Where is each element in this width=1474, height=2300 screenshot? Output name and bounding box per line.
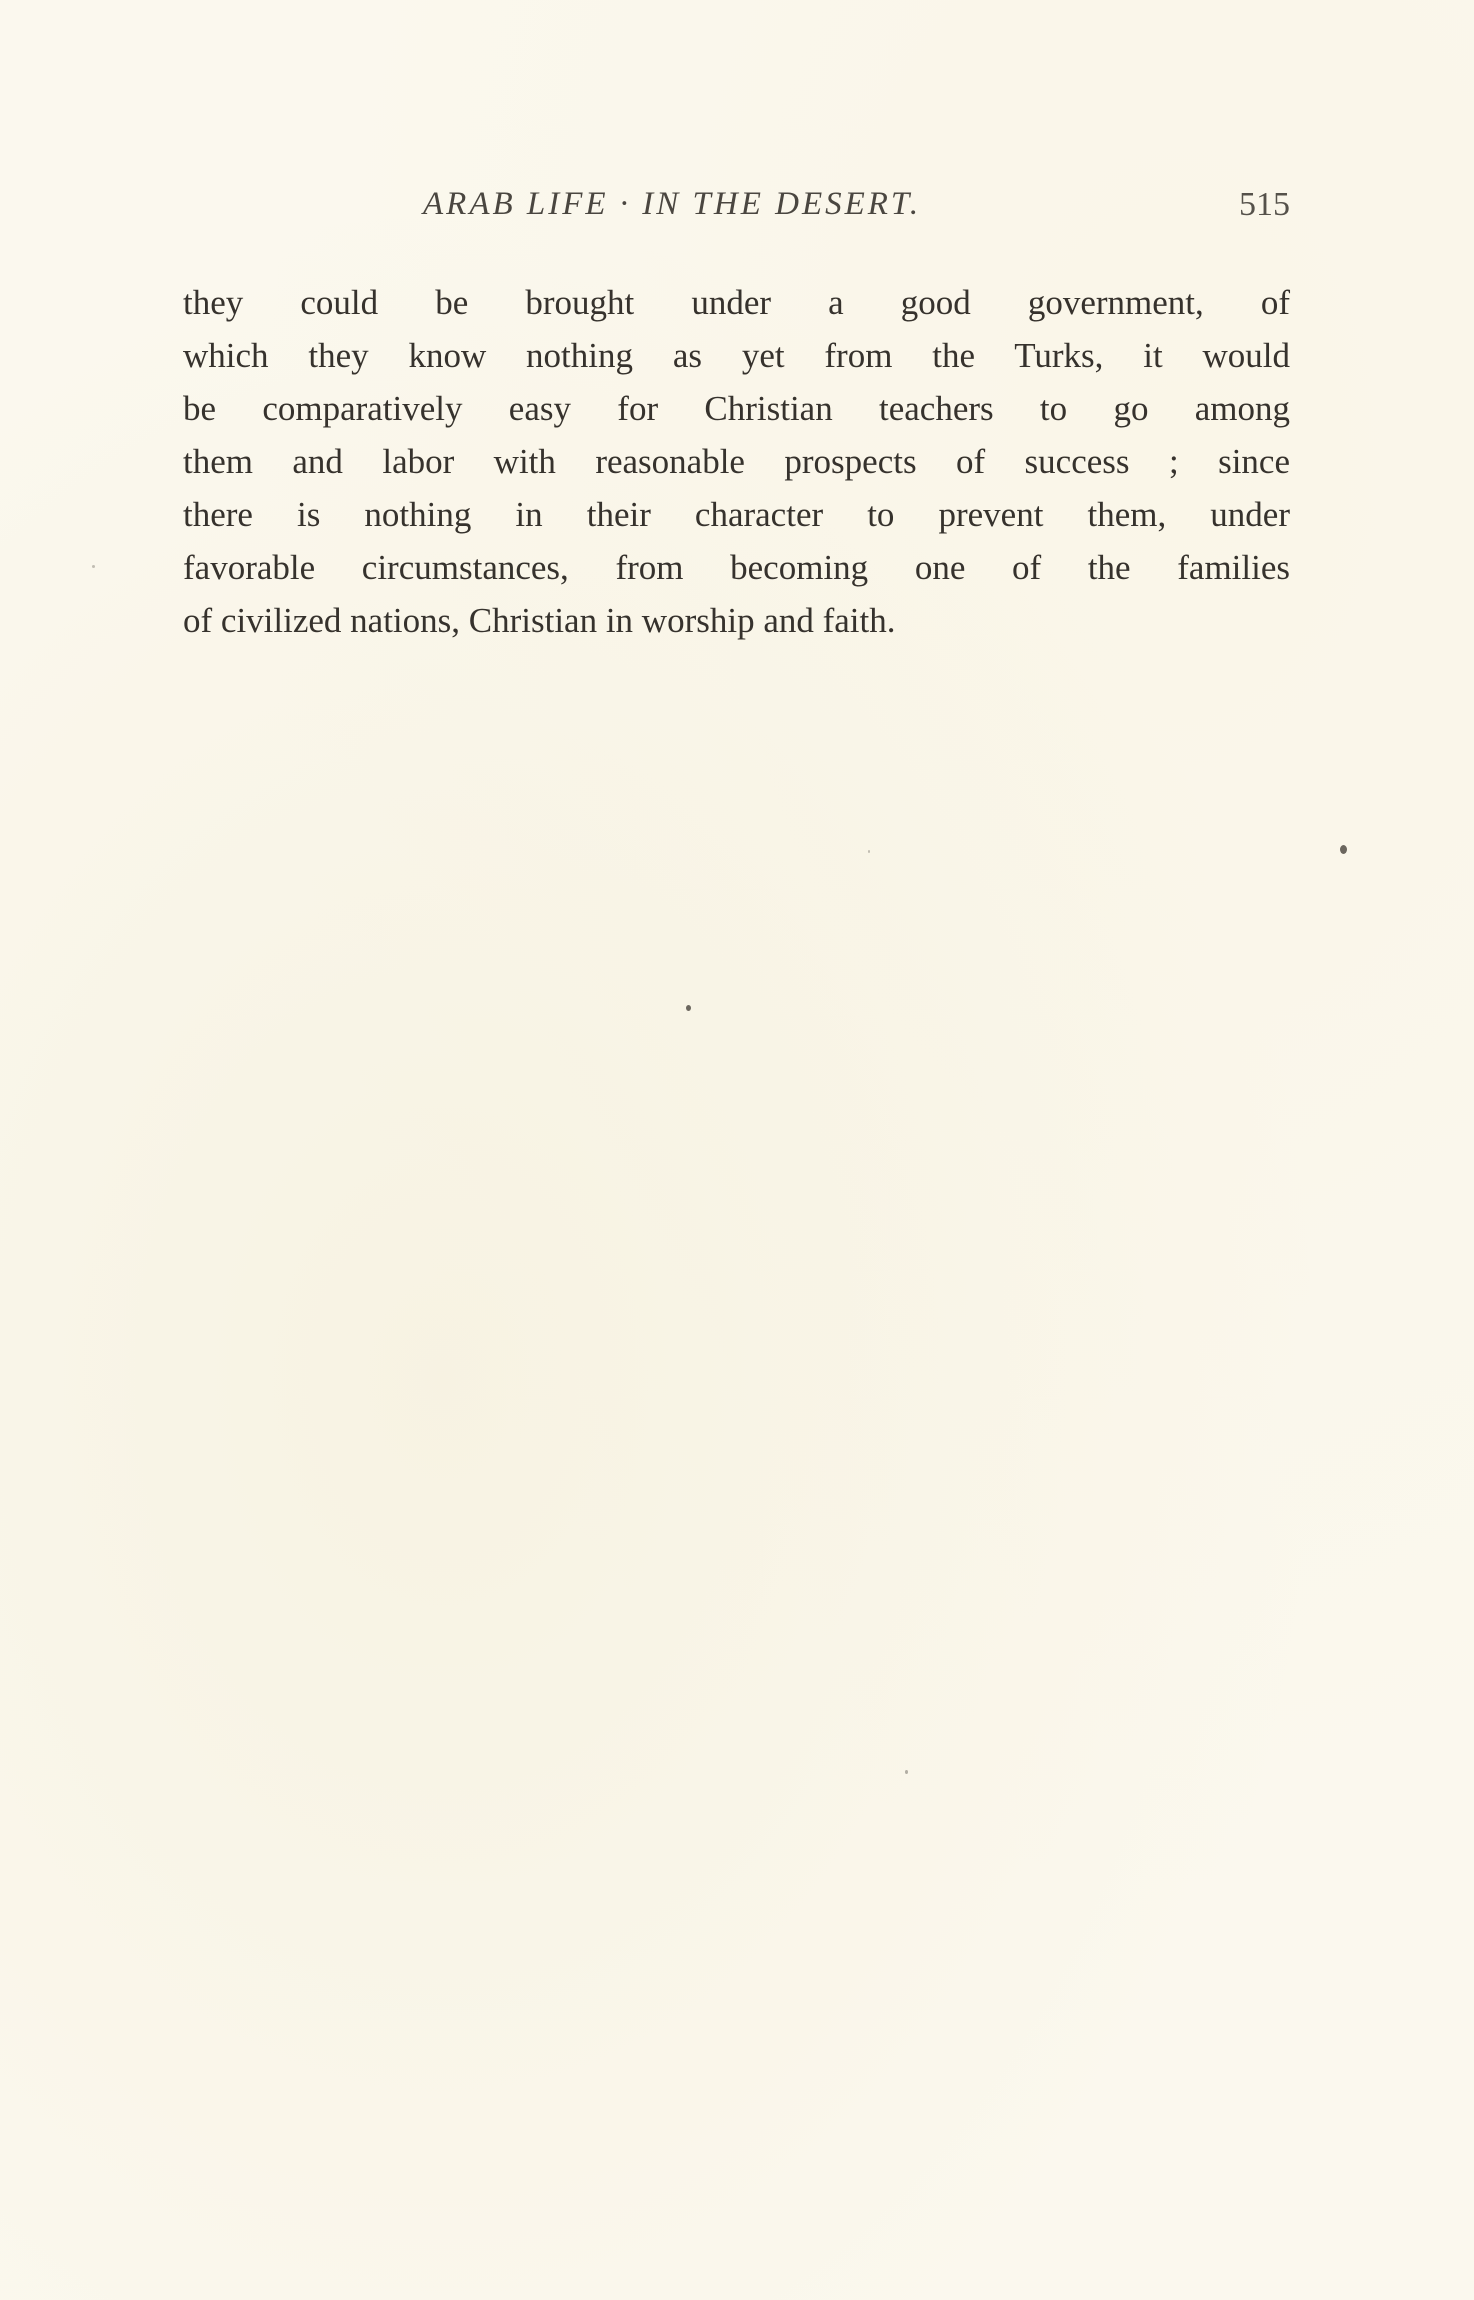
text-line: of civilized nations, Christian in worship and faith. [183, 601, 896, 640]
paper-speck [686, 1005, 691, 1011]
body-paragraph [183, 276, 1290, 647]
text-line: they could be brought under a good government, of [183, 283, 1290, 322]
paper-speck [92, 565, 95, 568]
text-line: be comparatively easy for Christian teachers to go among [183, 389, 1290, 428]
text-line: favorable circumstances, from becoming one of the families [183, 548, 1290, 587]
running-title: ARAB LIFE · IN THE DESERT. [423, 186, 922, 222]
paper-speck [905, 1770, 908, 1774]
running-head [185, 186, 1290, 236]
page-number: 515 [1239, 186, 1290, 223]
text-line: which they know nothing as yet from the Turks, it would [183, 336, 1290, 375]
paper-speck [868, 850, 870, 853]
text-line: there is nothing in their character to prevent them, under [183, 495, 1290, 534]
text-line: them and labor with reasonable prospects of success ; since [183, 442, 1290, 481]
paper-speck [1340, 845, 1347, 854]
